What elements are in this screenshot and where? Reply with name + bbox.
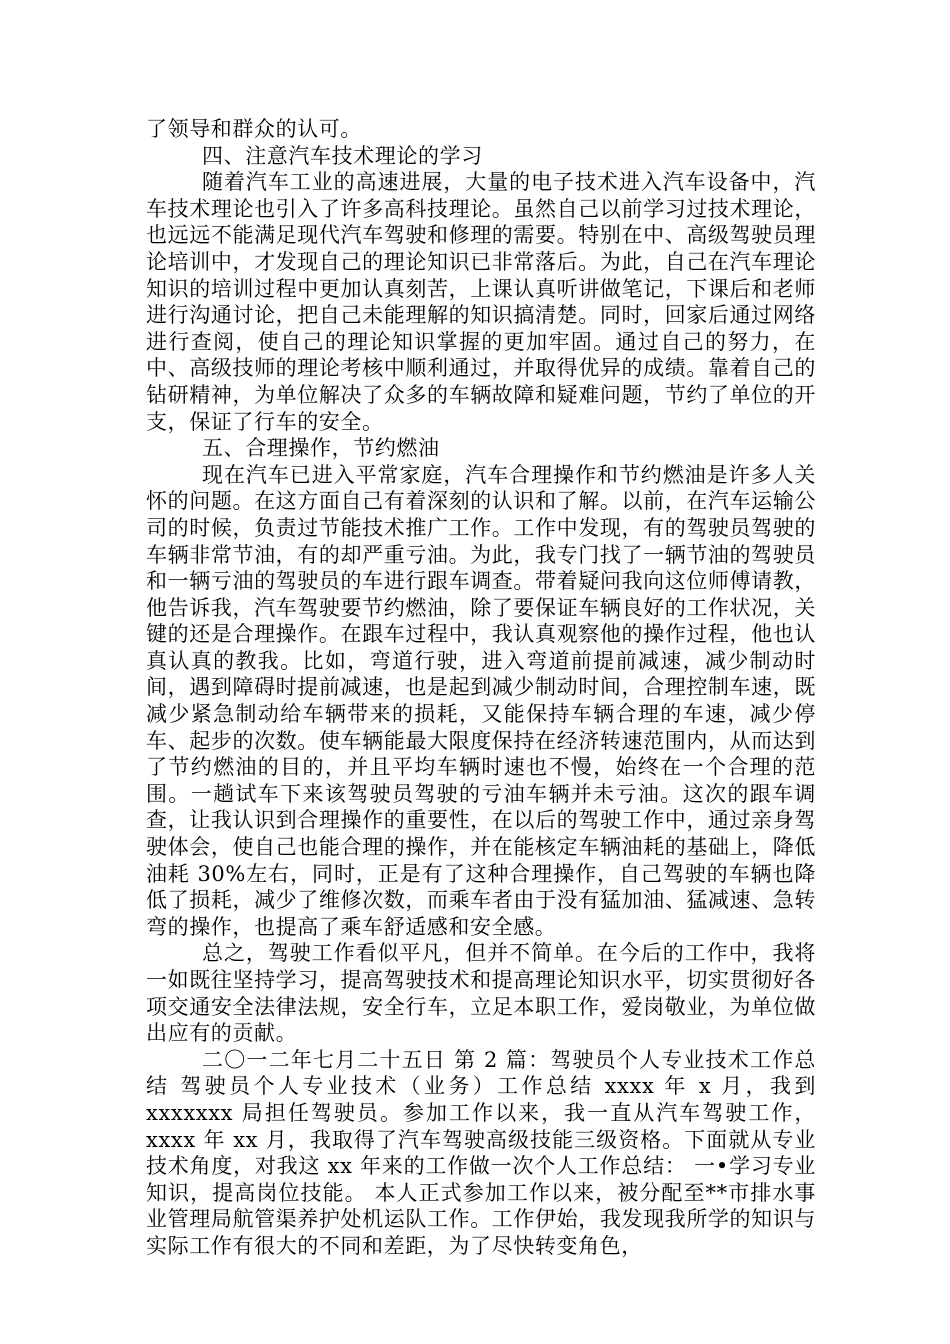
document-body [146, 116, 816, 1260]
paragraph-intro-tail: 了领导和群众的认可。 [146, 117, 362, 141]
section-heading-theory-study: 四、注意汽车技术理论的学习 [202, 143, 483, 168]
paragraph-fuel-saving: 现在汽车已进入平常家庭，汽车合理操作和节约燃油是许多人关怀的问题。在这方面自己有着深刻的认识和了解。以前，在汽车运输公司的时候，负责过节能技术推广工作。工作中发现，有的驾驶员驾驶的车辆非常节油，有的却严重亏油。为此，我专门找了一辆节油的驾驶员和一辆亏油的驾驶员的车进行跟车调查。带着疑问我向这位师傅请教，他告诉我，汽车驾驶要节约燃油，除了要保证车辆良好的工作状况，关键的还是合理操作。在跟车过程中，我认真观察他的操作过程，他也认真认真的教我。比如，弯道行驶，进入弯道前提前减速，减少制动时间，遇到障碍时提前减速，也是起到减少制动时间，合理控制车速，既减少紧急制动给车辆带来的损耗，又能保持车辆合理的车速，减少停车、起步的次数。使车辆能最大限度保持在经济转速范围内，从而达到了节约燃油的目的，并且平均车辆时速也不慢，始终在一个合理的范围。一趟试车下来该驾驶员驾驶的亏油车辆并未亏油。这次的跟车调查，让我认识到合理操作的重要性，在以后的驾驶工作中，通过亲身驾驶体会，使自己也能合理的操作，并在能核定车辆油耗的基础上，降低油耗 30%左右，同时，正是有了这种合理操作，自己驾驶的车辆也降低了损耗，减少了维修次数，而乘车者由于没有猛加油、猛减速、急转弯的操作，也提高了乘车舒适感和安全感。 [146, 462, 816, 939]
paragraph-conclusion: 总之，驾驶工作看似平凡，但并不简单。在今后的工作中，我将一如既往坚持学习，提高驾驶技术和提高理论知识水平，切实贯彻好各项交通安全法律法规，安全行车，立足本职工作，爱岗敬业，为单位做出应有的贡献。 [146, 941, 816, 1046]
section-heading-fuel-saving: 五、合理操作，节约燃油 [202, 436, 440, 461]
paragraph-theory-study: 随着汽车工业的高速进展，大量的电子技术进入汽车设备中，汽车技术理论也引入了许多高科技理论。虽然自己以前学习过技术理论，也远远不能满足现代汽车驾驶和修理的需要。特别在中、高级驾驶员理论培训中，才发现自己的理论知识已非常落后。为此，自己在汽车理论知识的培训过程中更加认真刻苦，上课认真听讲做笔记，下课后和老师进行沟通讨论，把自己未能理解的知识搞清楚。同时，回家后通过网络进行查阅，使自己的理论知识掌握的更加牢固。通过自己的努力，在中、高级技师的理论考核中顺利通过，并取得优异的成绩。靠着自己的钻研精神，为单位解决了众多的车辆故障和疑难问题，节约了单位的开支，保证了行车的安全。 [146, 170, 816, 434]
paragraph-date-and-part-two: 二〇一二年七月二十五日 第 2 篇：驾驶员个人专业技术工作总结 驾驶员个人专业技术（业务）工作总结 xxxx 年 x 月，我到 xxxxxxx 局担任驾驶员。参加工作以来，我一直从汽车驾驶工作，xxxx 年 xx 月，我取得了汽车驾驶高级技能三级资格。下面就从专业技术角度，对我这 xx 年来的工作做一次个人工作总结： 一•学习专业知识，提高岗位技能。 本人正式参加工作以来，被分配至**市排水事业管理局航管渠养护处机运队工作。工作伊始，我发现我所学的知识与实际工作有很大的不同和差距，为了尽快转变角色， [146, 1047, 816, 1258]
